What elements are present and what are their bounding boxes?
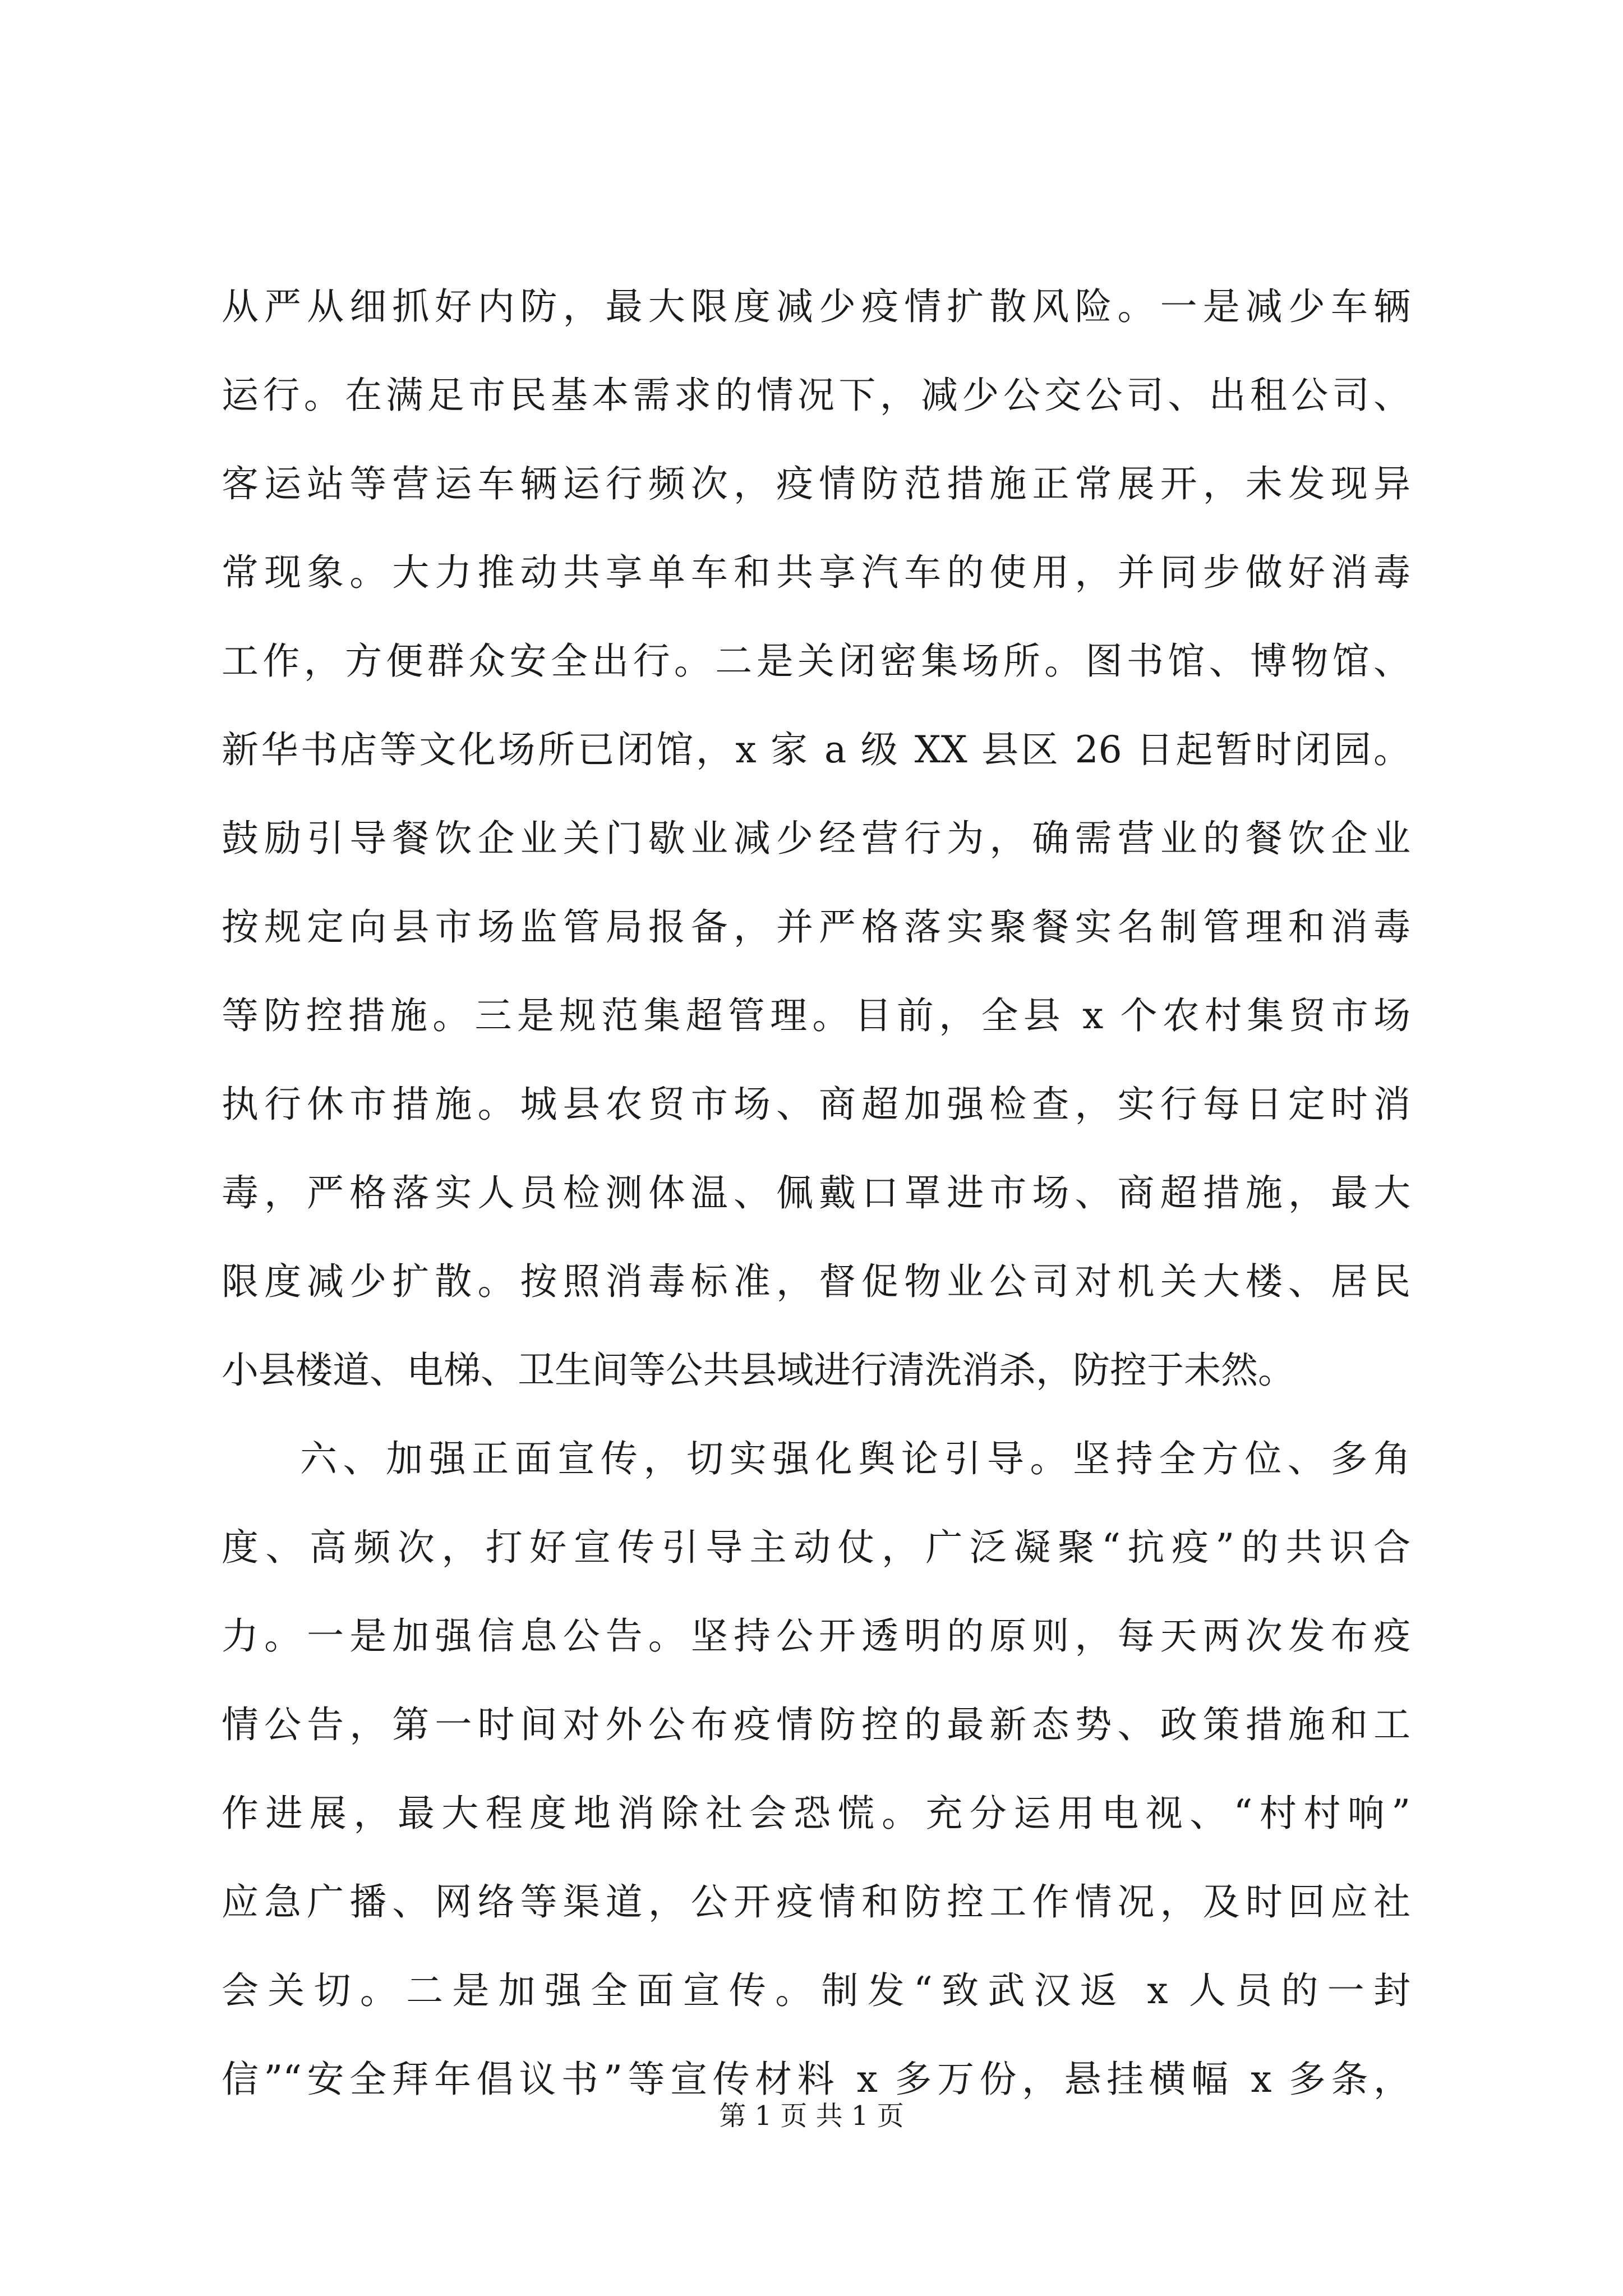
text-line: 限度减少扩散。按照消毒标准，督促物业公司对机关大楼、居民 <box>222 1260 1410 1303</box>
page-number-footer: 第 1 页 共 1 页 <box>719 2100 904 2132</box>
text-line: 度、高频次，打好宣传引导主动仗，广泛凝聚“抗疫”的共识合 <box>222 1526 1410 1569</box>
text-line: 力。一是加强信息公告。坚持公开透明的原则，每天两次发布疫 <box>222 1614 1410 1658</box>
text-line: 小县楼道、电梯、卫生间等公共县域进行清洗消杀，防控于未然。 <box>222 1349 1295 1392</box>
text-line: 作进展，最大程度地消除社会恐慌。充分运用电视、“村村响” <box>222 1792 1410 1835</box>
text-line: 执行休市措施。城县农贸市场、商超加强检查，实行每日定时消 <box>222 1083 1410 1126</box>
text-line: 新华书店等文化场所已闭馆，x 家 a 级 XX 县区 26 日起暂时闭园。 <box>222 728 1410 771</box>
body-text <box>222 263 1410 2124</box>
text-line: 客运站等营运车辆运行频次，疫情防范措施正常展开，未发现异 <box>222 462 1410 505</box>
text-line: 会关切。二是加强全面宣传。制发“致武汉返 x 人员的一封 <box>222 1969 1410 2012</box>
text-line: 等防控措施。三是规范集超管理。目前，全县 x 个农村集贸市场 <box>222 994 1410 1037</box>
text-line: 毒，严格落实人员检测体温、佩戴口罩进市场、商超措施，最大 <box>222 1171 1410 1214</box>
text-line: 情公告，第一时间对外公布疫情防控的最新态势、政策措施和工 <box>222 1703 1410 1746</box>
text-line: 应急广播、网络等渠道，公开疫情和防控工作情况，及时回应社 <box>222 1880 1410 1924</box>
text-line: 信”“安全拜年倡议书”等宣传材料 x 多万份，悬挂横幅 x 多条， <box>222 2058 1410 2101</box>
text-line: 工作，方便群众安全出行。二是关闭密集场所。图书馆、博物馆、 <box>222 639 1410 683</box>
text-line: 运行。在满足市民基本需求的情况下，减少公交公司、出租公司、 <box>222 374 1410 417</box>
text-line: 鼓励引导餐饮企业关门歇业减少经营行为，确需营业的餐饮企业 <box>222 817 1410 860</box>
text-line: 按规定向县市场监管局报备，并严格落实聚餐实名制管理和消毒 <box>222 905 1410 949</box>
text-line: 常现象。大力推动共享单车和共享汽车的使用，并同步做好消毒 <box>222 551 1410 594</box>
text-line: 从严从细抓好内防，最大限度减少疫情扩散风险。一是减少车辆 <box>222 285 1410 328</box>
paragraph-start-line: 六、加强正面宣传，切实强化舆论引导。坚持全方位、多角 <box>300 1437 1410 1480</box>
